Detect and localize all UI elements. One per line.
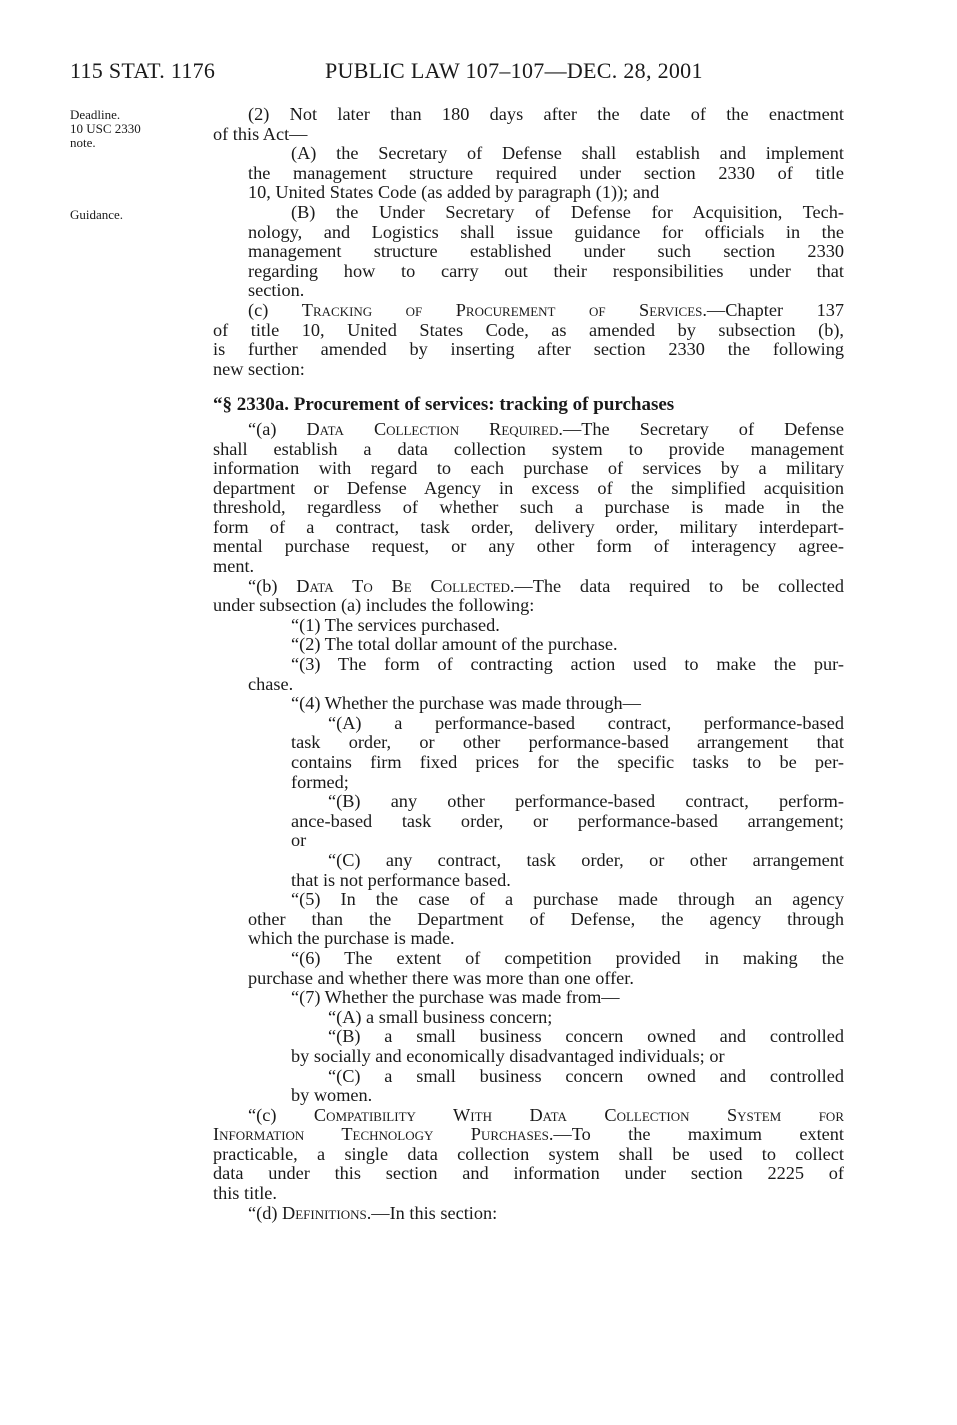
text-line: ment. <box>213 556 255 577</box>
text-line: (A) the Secretary of Defense shall establish and implement <box>291 143 844 164</box>
text-line: “(B) any other performance-based contract, perform- <box>328 791 844 812</box>
margin-note-deadline <box>70 108 141 150</box>
text-line: form of a contract, task order, delivery order, military interdepart- <box>213 516 844 537</box>
text-line: “(3) The form of contracting action used to make the pur- <box>291 654 844 675</box>
paragraph-number: “(d) <box>248 1202 283 1223</box>
text-run: .—The data required to be collected <box>509 575 844 596</box>
margin-note-line: Deadline. <box>70 107 121 122</box>
text-line: threshold, regardless of whether such a purchase is made in the <box>213 497 844 518</box>
text-line: that is not performance based. <box>291 869 511 890</box>
text-line: “(4) Whether the purchase was made through— <box>291 693 641 714</box>
paragraph-number: “(b) <box>248 575 297 596</box>
section-heading: “§ 2330a. Procurement of services: tracking of purchases <box>213 394 675 416</box>
text-line: information with regard to each purchase of services by a military <box>213 458 844 479</box>
text-line: or <box>291 830 307 851</box>
text-line: new section: <box>213 358 305 379</box>
page-stat-number: 115 STAT. 1176 <box>70 58 216 83</box>
paragraph-number: (c) <box>248 299 302 320</box>
text-line: task order, or other performance-based arrangement that <box>291 732 844 753</box>
text-run: .—Chapter 137 <box>702 299 844 320</box>
text-line: “(A) a small business concern; <box>328 1006 553 1027</box>
margin-note-guidance: Guidance. <box>70 207 124 222</box>
paragraph-number: “(c) <box>248 1104 314 1125</box>
paragraph-number: “(a) <box>248 418 307 439</box>
text-line: “(6) The extent of competition provided in making the <box>291 947 844 968</box>
text-line: mental purchase request, or any other form of interagency agree- <box>213 536 844 557</box>
text-line: the management structure required under section 2330 of title <box>248 162 844 183</box>
text-line: “(C) a small business concern owned and controlled <box>328 1065 844 1086</box>
subsection-heading: Information Technology Purchases <box>213 1124 549 1145</box>
text-line: by women. <box>291 1085 373 1106</box>
text-line: which the purchase is made. <box>248 928 455 949</box>
text-line: “(A) a performance-based contract, performance-based <box>328 712 844 733</box>
text-line: (2) Not later than 180 days after the date of the enactment <box>248 104 844 124</box>
text-run: .—To the maximum extent <box>548 1124 844 1145</box>
text-line: nology, and Logistics shall issue guidance for officials in the <box>248 221 844 242</box>
text-line: data under this section and information under section 2225 of <box>213 1163 844 1184</box>
text-line: is further amended by inserting after section 2330 the following <box>213 339 844 360</box>
text-line: “(C) any contract, task order, or other arrangement <box>328 849 844 870</box>
text-line: (B) the Under Secretary of Defense for Acquisition, Tech- <box>291 201 844 222</box>
text-line <box>213 1106 844 1126</box>
text-line: regarding how to carry out their responsibilities under that <box>248 260 844 281</box>
text-line: of this Act— <box>213 123 308 144</box>
text-line: other than the Department of Defense, the agency through <box>248 908 844 929</box>
text-line: department or Defense Agency in excess of the simplified acquisition <box>213 477 844 498</box>
text-run: .—In this section: <box>366 1202 498 1223</box>
text-line: ance-based task order, or performance-based arrangement; <box>291 810 844 831</box>
text-line: of title 10, United States Code, as amended by subsection (b), <box>213 319 844 340</box>
subsection-heading: Data Collection Required <box>306 418 559 439</box>
running-header: PUBLIC LAW 107–107—DEC. 28, 2001 <box>325 58 703 83</box>
text-line: “(5) In the case of a purchase made through an agency <box>291 889 844 910</box>
text-line: “(2) The total dollar amount of the purchase. <box>291 634 618 655</box>
margin-note-line: 10 USC 2330 <box>70 121 141 136</box>
text-line: this title. <box>213 1183 277 1204</box>
subsection-heading: Definitions <box>282 1202 367 1223</box>
text-line: shall establish a data collection system to provide management <box>213 438 844 459</box>
text-line: 10, United States Code (as added by paragraph (1)); and <box>248 182 660 203</box>
text-line <box>213 420 844 440</box>
text-line: “(1) The services purchased. <box>291 614 500 635</box>
text-line: by socially and economically disadvantaged individuals; or <box>291 1045 725 1066</box>
text-line: contains firm fixed prices for the specific tasks to be per- <box>291 752 844 772</box>
text-line: section. <box>248 280 305 301</box>
text-line <box>213 1204 844 1224</box>
text-line: formed; <box>291 771 349 792</box>
margin-note-line: note. <box>70 135 96 150</box>
text-run: .—The Secretary of Defense <box>558 418 844 439</box>
text-line: “(B) a small business concern owned and controlled <box>328 1026 844 1047</box>
text-line <box>213 577 844 597</box>
text-line <box>213 301 844 321</box>
text-line: chase. <box>248 673 294 694</box>
text-line: practicable, a single data collection system shall be used to collect <box>213 1143 844 1164</box>
text-line: “(7) Whether the purchase was made from— <box>291 987 620 1008</box>
document-body <box>213 105 844 1223</box>
text-line: under subsection (a) includes the following: <box>213 595 535 616</box>
text-line: purchase and whether there was more than one offer. <box>248 967 634 988</box>
subsection-heading: Compatibility With Data Collection System for <box>313 1104 844 1125</box>
subsection-heading: Data To Be Collected <box>296 575 510 596</box>
text-line: management structure established under such section 2330 <box>248 241 844 262</box>
text-line <box>213 1125 844 1145</box>
subsection-heading: Tracking of Procurement of Services <box>301 299 703 320</box>
